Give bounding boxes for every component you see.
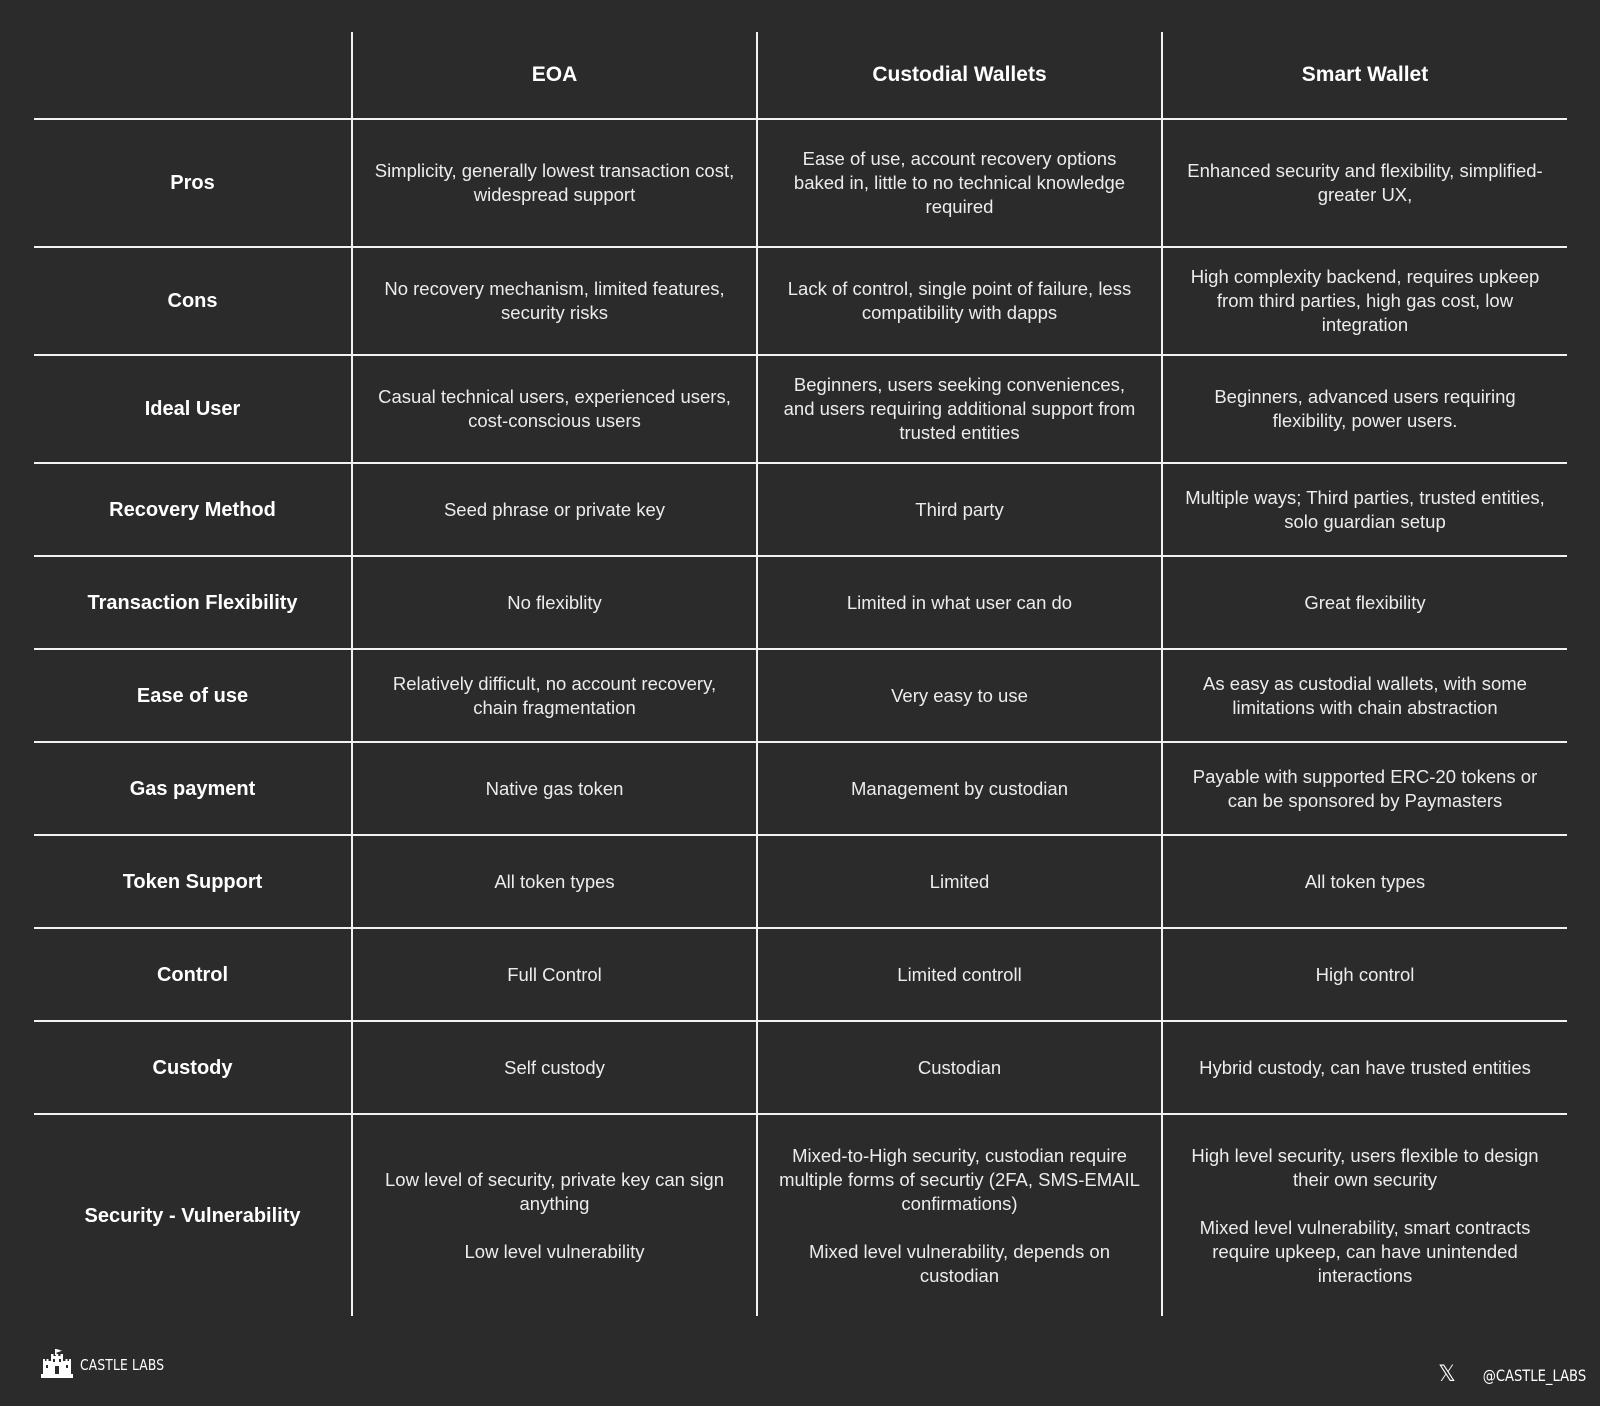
cell-text: As easy as custodial wallets, with some limitations with chain abstraction xyxy=(1203,672,1527,718)
cell-text: Hybrid custody, can have trusted entities xyxy=(1199,1056,1531,1078)
table-cell xyxy=(1161,555,1567,648)
cell-text: Mixed level vulnerability, smart contracts require upkeep, can have unintended interactions xyxy=(1199,1216,1531,1286)
brand-name: CASTLE LABS xyxy=(80,1356,165,1374)
row-header xyxy=(34,118,351,246)
table-cell xyxy=(1161,462,1567,555)
cell-content xyxy=(1181,385,1549,433)
cell-text: Third party xyxy=(915,498,1004,520)
table-cell xyxy=(351,1113,756,1316)
cell-text: Seed phrase or private key xyxy=(443,498,666,520)
cell-text: High complexity backend, requires upkeep from third parties, high gas cost, low integration xyxy=(1190,266,1540,335)
row-header xyxy=(34,648,351,741)
cell-content xyxy=(930,870,990,894)
cell-content xyxy=(776,1144,1143,1288)
cell-text: Casual technical users, experienced users, cost-conscious users xyxy=(378,386,731,431)
cell-content xyxy=(776,373,1143,445)
table-cell xyxy=(756,555,1161,648)
cell-text: Full Control xyxy=(507,963,602,985)
row-header xyxy=(34,834,351,927)
cell-text: High level security, users flexible to design their own security xyxy=(1191,1144,1539,1190)
table-cell xyxy=(756,1020,1161,1113)
column-header xyxy=(1161,32,1567,118)
cell-content xyxy=(371,1168,738,1264)
cell-text: High control xyxy=(1315,963,1415,985)
row-header xyxy=(34,462,351,555)
table-cell xyxy=(756,1113,1161,1316)
row-header-label: Ideal User xyxy=(144,398,241,420)
table-cell xyxy=(756,741,1161,834)
cell-content xyxy=(371,672,738,720)
row-header-label: Transaction Flexibility xyxy=(87,591,298,614)
table-cell xyxy=(351,1020,756,1113)
cell-text: Self custody xyxy=(504,1056,605,1078)
cell-content xyxy=(891,684,1028,708)
table-cell xyxy=(1161,834,1567,927)
cell-text: Native gas token xyxy=(485,777,624,799)
row-header xyxy=(34,1020,351,1113)
row-header-label: Cons xyxy=(167,290,218,312)
row-header-label: Security - Vulnerability xyxy=(84,1204,301,1227)
cell-content xyxy=(1181,486,1549,534)
table-cell xyxy=(1161,648,1567,741)
cell-text: Very easy to use xyxy=(891,684,1028,706)
corner-cell xyxy=(34,32,351,118)
cell-text: Great flexibility xyxy=(1304,591,1426,613)
social-footer xyxy=(1438,1364,1586,1386)
row-header xyxy=(34,354,351,462)
cell-content xyxy=(1199,1056,1531,1080)
row-header-label: Token Support xyxy=(122,870,263,893)
cell-content xyxy=(486,777,624,801)
row-header xyxy=(34,1113,351,1316)
cell-content xyxy=(897,963,1021,987)
table-cell xyxy=(756,927,1161,1020)
table-cell xyxy=(756,648,1161,741)
castle-logo-icon xyxy=(40,1348,74,1382)
table-cell xyxy=(756,246,1161,354)
cell-text: Simplicity, generally lowest transaction cost, widespread support xyxy=(374,160,735,205)
table-cell xyxy=(351,555,756,648)
cell-content xyxy=(494,870,614,894)
column-header-label: EOA xyxy=(531,63,578,86)
cell-content xyxy=(915,498,1003,522)
cell-text: Payable with supported ERC-20 tokens or can be sponsored by Paymasters xyxy=(1192,765,1538,811)
cell-text: Enhanced security and flexibility, simplified-greater UX, xyxy=(1187,160,1543,205)
table-cell xyxy=(1161,1020,1567,1113)
cell-content xyxy=(371,385,738,433)
cell-text: Beginners, users seeking conveniences, and users requiring additional support from trusted entities xyxy=(783,374,1136,443)
row-header xyxy=(34,741,351,834)
table-cell xyxy=(1161,927,1567,1020)
cell-content xyxy=(444,498,665,522)
row-header-label: Control xyxy=(156,963,229,986)
cell-text: No recovery mechanism, limited features, security risks xyxy=(384,278,725,323)
cell-text: Mixed-to-High security, custodian require multiple forms of securtiy (2FA, SMS-EMAIL confirmations) xyxy=(779,1144,1140,1214)
row-header xyxy=(34,555,351,648)
cell-text: Custodian xyxy=(917,1056,1002,1078)
cell-content xyxy=(1181,159,1549,207)
table-cell xyxy=(1161,246,1567,354)
cell-content xyxy=(847,591,1072,615)
row-header-label: Gas payment xyxy=(129,777,256,800)
row-header-label: Ease of use xyxy=(136,684,249,707)
cell-text: Management by custodian xyxy=(851,777,1068,799)
table-cell xyxy=(351,741,756,834)
cell-text: All token types xyxy=(494,870,615,892)
cell-text: Limited controll xyxy=(897,963,1022,985)
table-cell xyxy=(756,462,1161,555)
cell-content xyxy=(1181,672,1549,720)
cell-text: Multiple ways; Third parties, trusted entities, solo guardian setup xyxy=(1185,486,1545,532)
cell-text: No flexiblity xyxy=(507,591,602,613)
cell-text: Lack of control, single point of failure, less compatibility with dapps xyxy=(787,278,1132,323)
cell-text: All token types xyxy=(1304,870,1426,892)
row-header-label: Recovery Method xyxy=(109,498,276,521)
social-handle: @CASTLE_LABS xyxy=(1482,1365,1586,1385)
row-header-label: Pros xyxy=(170,172,215,194)
table-cell xyxy=(1161,354,1567,462)
table-cell xyxy=(756,354,1161,462)
table-cell xyxy=(1161,118,1567,246)
row-header xyxy=(34,246,351,354)
table-cell xyxy=(1161,741,1567,834)
cell-content xyxy=(371,277,738,325)
cell-content xyxy=(1316,963,1415,987)
column-header xyxy=(756,32,1161,118)
table-cell xyxy=(351,462,756,555)
cell-content xyxy=(371,159,738,207)
table-cell xyxy=(756,834,1161,927)
cell-content xyxy=(504,1056,605,1080)
cell-content xyxy=(1304,591,1425,615)
table-cell xyxy=(351,648,756,741)
cell-content xyxy=(851,777,1068,801)
cell-text: Low level of security, private key can sign anything xyxy=(385,1168,724,1214)
cell-text: Ease of use, account recovery options baked in, little to no technical knowledge required xyxy=(793,148,1126,217)
cell-content xyxy=(1305,870,1425,894)
cell-text: Mixed level vulnerability, depends on custodian xyxy=(809,1240,1110,1286)
column-header-label: Smart Wallet xyxy=(1301,63,1429,86)
column-header xyxy=(351,32,756,118)
cell-content xyxy=(507,963,602,987)
cell-content xyxy=(1181,265,1549,337)
cell-content xyxy=(776,277,1143,325)
cell-text: Beginners, advanced users requiring flexibility, power users. xyxy=(1214,386,1516,431)
column-header-label: Custodial Wallets xyxy=(872,63,1047,86)
table-cell xyxy=(351,834,756,927)
cell-content xyxy=(776,147,1143,219)
row-header xyxy=(34,927,351,1020)
table-cell xyxy=(1161,1113,1567,1316)
brand-footer xyxy=(40,1348,183,1382)
cell-text: Relatively difficult, no account recovery, chain fragmentation xyxy=(392,672,717,718)
cell-content xyxy=(1181,1144,1549,1288)
row-header-label: Custody xyxy=(152,1056,233,1079)
cell-content xyxy=(1181,765,1549,813)
cell-text: Limited in what user can do xyxy=(846,591,1073,613)
table-cell xyxy=(351,354,756,462)
table-cell xyxy=(756,118,1161,246)
x-logo-icon: 𝕏 xyxy=(1438,1362,1456,1387)
table-cell xyxy=(351,118,756,246)
cell-text: Low level vulnerability xyxy=(464,1240,645,1262)
table-cell xyxy=(351,246,756,354)
table-cell xyxy=(351,927,756,1020)
cell-content xyxy=(918,1056,1001,1080)
cell-text: Limited xyxy=(929,870,990,892)
comparison-table xyxy=(34,32,1567,1316)
cell-content xyxy=(507,591,602,615)
